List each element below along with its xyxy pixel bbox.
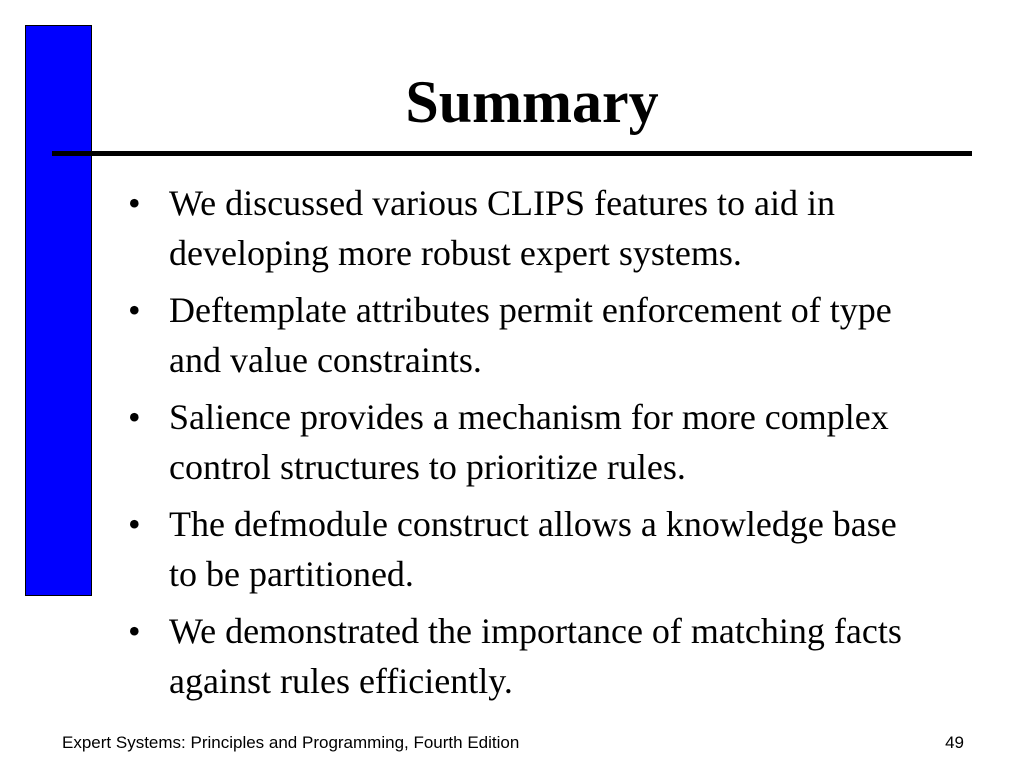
bullet-text: We discussed various CLIPS features to aid in developing more robust expert systems.: [169, 183, 835, 273]
footer-book-title: Expert Systems: Principles and Programming, Fourth Edition: [62, 733, 520, 752]
bullet-icon: •: [128, 504, 141, 544]
bullet-item: [128, 285, 928, 385]
footer-page-number: 49: [945, 733, 964, 752]
bullet-text: Salience provides a mechanism for more complex control structures to prioritize rules.: [169, 397, 889, 487]
slide-title: Summary: [405, 69, 659, 135]
bullet-item: [128, 178, 928, 278]
bullet-list: [128, 178, 928, 713]
bullet-icon: •: [128, 183, 141, 223]
bullet-text: We demonstrated the importance of matching facts against rules efficiently.: [169, 611, 902, 701]
bullet-text: The defmodule construct allows a knowledge base to be partitioned.: [169, 504, 897, 594]
bullet-text: Deftemplate attributes permit enforcement of type and value constraints.: [169, 290, 892, 380]
bullet-icon: •: [128, 397, 141, 437]
bullet-icon: •: [128, 290, 141, 330]
title-underline: [52, 151, 972, 156]
bullet-item: [128, 499, 928, 599]
bullet-icon: •: [128, 611, 141, 651]
bullet-item: [128, 606, 928, 706]
blue-side-bar: [25, 25, 92, 596]
bullet-item: [128, 392, 928, 492]
